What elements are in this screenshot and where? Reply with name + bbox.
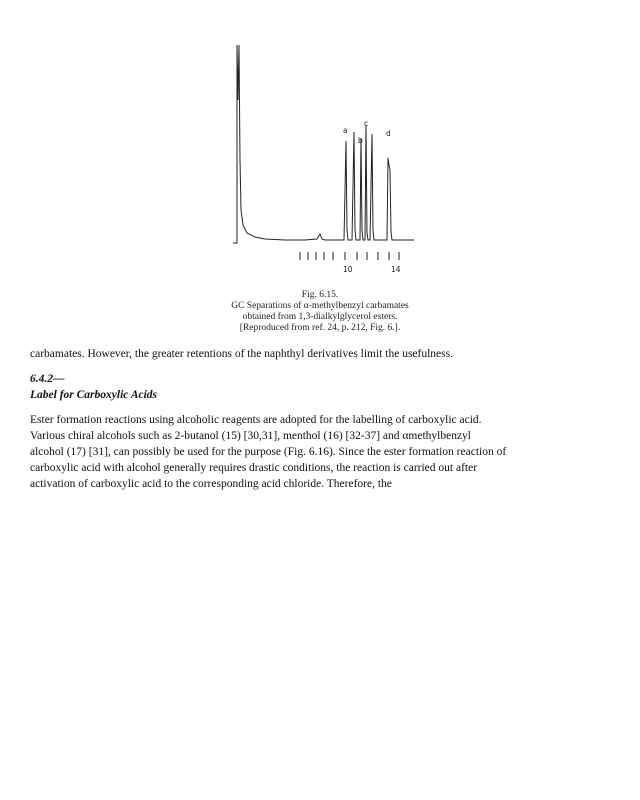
peak-label-a: a: [343, 126, 348, 135]
caption-line: Fig. 6.15.: [301, 290, 339, 300]
peak-label-b: b: [358, 136, 363, 145]
axis-ticks: [300, 252, 399, 260]
section-title: Label for Carboxylic Acids: [30, 389, 158, 401]
section-heading: [30, 371, 157, 403]
caption-line: obtained from 1,3-dialkylglycerol esters.: [242, 312, 398, 322]
figure-caption: [180, 290, 460, 334]
chromatogram-figure: [225, 40, 425, 280]
caption-line: GC Separations of α-methylbenzyl carbamates: [231, 301, 409, 311]
axis-label-10: 10: [343, 265, 353, 274]
caption-line: [Reproduced from ref. 24, p. 212, Fig. 6.].: [239, 323, 401, 333]
paragraph-line: carboxylic acid with alcohol generally requires drastic conditions, the reaction is carried out after: [30, 462, 478, 474]
paragraph-line: Ester formation reactions using alcoholic reagents are adopted for the labelling of carboxylic acid.: [30, 414, 482, 426]
paragraph-line: alcohol (17) [31], can possibly be used for the purpose (Fig. 6.16). Since the ester formation reaction of: [30, 446, 507, 458]
body-paragraph: [30, 412, 612, 492]
chromatogram-plot: [225, 40, 425, 280]
peak-label-d: d: [386, 129, 391, 138]
paragraph-line: activation of carboxylic acid to the corresponding acid chloride. Therefore, the: [30, 478, 392, 490]
chromatogram-trace: [233, 45, 414, 243]
axis-label-14: 14: [391, 265, 401, 274]
paragraph-continuation: carbamates. However, the greater retentions of the naphthyl derivatives limit the usefulness.: [30, 348, 453, 360]
peak-label-c: c: [364, 119, 369, 128]
section-number: 6.4.2—: [30, 373, 65, 385]
paragraph-line: Various chiral alcohols such as 2-butanol (15) [30,31], menthol (16) [32-37] and αmethylbenzyl: [30, 430, 471, 442]
